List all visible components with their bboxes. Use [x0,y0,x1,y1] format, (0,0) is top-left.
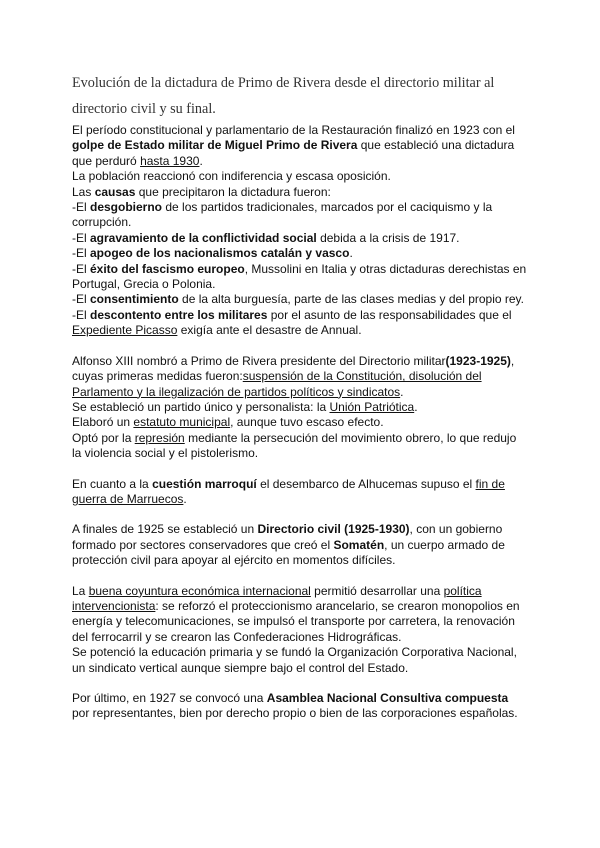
text-run: debida a la crisis de 1917. [316,230,460,245]
underlined-text: política intervencionista [72,583,482,613]
single-party-paragraph [72,400,528,415]
bold-text: desgobierno [90,200,163,215]
text-run: mediante la persecución del movimiento obrero, lo que redujo la violencia social y el pistolerismo. [72,430,517,461]
underlined-text: hasta 1930 [140,153,200,168]
bold-text: cuestión marroquí [152,476,257,491]
text-run: . [349,246,353,261]
municipal-statute-paragraph [72,415,528,430]
paragraph-gap [72,569,528,584]
text-run: Se estableció un partido único y personalista: la [72,399,330,414]
text-run: permitió desarrollar una [310,583,444,598]
text-run: , un cuerpo armado de protección civil para apoyar al ejército en momentos difíciles. [72,537,505,568]
text-run: . [199,153,203,168]
text-run: que precipitaron la dictadura fueron: [135,184,331,199]
bold-text: consentimiento [90,292,179,307]
military-directory-paragraph [72,354,528,400]
underlined-text: suspensión de la Constitución, disolución del Parlamento y la ilegalización de partidos políticos y sindicatos [72,369,482,399]
bold-text: apogeo de los nacionalismos catalán y vasco [90,246,350,261]
text-run: La [72,583,89,598]
text-run: , con un gobierno formado por sectores conservadores que creó el [72,522,503,552]
bold-text: Directorio civil (1925-1930) [257,522,410,537]
bold-text: golpe de Estado militar de Miguel Primo de Rivera [72,138,358,153]
morocco-paragraph [72,477,528,508]
causes-intro [72,185,528,200]
text-run: A finales de 1925 se estableció un [72,522,258,537]
bold-text: causas [94,184,136,199]
bold-text: descontento entre los militares [90,307,268,322]
text-run: Por último, en 1927 se convocó una [72,691,267,705]
civil-directory-paragraph [72,522,528,568]
paragraph-gap [72,462,528,477]
underlined-text: fin de guerra de Marruecos [72,476,505,506]
text-run: . [400,384,404,399]
text-run: -El [72,200,90,215]
text-run: exigía ante el desastre de Annual. [177,323,362,338]
text-run: , Mussolini en Italia y otras dictaduras derechistas en Portugal, Grecia o Polonia. [72,261,527,292]
intro-paragraph [72,123,528,169]
text-run: el desembarco de Alhucemas supuso el [256,476,476,491]
bold-text: agravamiento de la conflictividad social [90,230,317,245]
text-run: de los partidos tradicionales, marcados por el caciquismo y la corrupción. [72,200,493,230]
text-run: -El [72,307,90,322]
text-run: En cuanto a la [72,476,153,491]
text-run: -El [72,261,90,276]
text-run: , aunque tuvo escaso efecto. [230,415,384,430]
cause-item [72,231,528,246]
text-run: -El [72,246,90,261]
text-run: que estableció una dictadura que perduró [72,138,515,168]
bold-text: (1923-1925) [445,353,511,368]
bold-text: Somatén [333,537,385,552]
cause-item [72,308,528,339]
text-run: de la alta burguesía, parte de las clases medias y del propio rey. [178,292,524,307]
text-run: : se reforzó el proteccionismo arancelario, se crearon monopolios en energía y telecomunicaciones, se impulsó el transporte por carretera, la renovación del ferrocarril y se crearon las Confederaciones Hidrográficas. [72,598,520,644]
repression-paragraph [72,431,528,462]
text-run: Las [72,184,95,199]
text-run: Elaboró un [72,415,134,430]
cause-item [72,262,528,293]
underlined-text: estatuto municipal [133,415,231,430]
cause-item [72,200,528,231]
bold-text: Asamblea Nacional Consultiva compuesta [266,691,509,705]
text-run: Alfonso XIII nombró a Primo de Rivera presidente del Directorio militar [72,353,446,368]
cause-item [72,246,528,261]
bold-text: éxito del fascismo europeo [90,261,245,276]
document-title: Evolución de la dictadura de Primo de Rivera desde el directorio militar al directorio civil y su final. [72,75,495,117]
cause-item [72,292,528,307]
paragraph-gap [72,507,528,522]
paragraph-gap [72,676,528,691]
text-run: por representantes, bien por derecho propio o bien de las corporaciones españolas. [72,706,518,721]
underlined-text: represión [134,430,185,445]
text-run: , cuyas primeras medidas fueron: [72,353,515,384]
text-run: -El [72,230,90,245]
document-page [72,70,528,722]
assembly-paragraph [72,691,528,722]
underlined-text: Unión Patriótica [329,399,415,414]
text-run: por el asunto de las responsabilidades que el [267,307,512,322]
text-run: Optó por la [72,430,135,445]
text-run: El período constitucional y parlamentario de la Restauración finalizó en 1923 con el [72,123,515,137]
paragraph-gap [72,339,528,354]
reaction-paragraph: La población reaccionó con indiferencia y escasa oposición. [72,169,391,184]
text-run: . [414,399,418,414]
economy-paragraph [72,584,528,646]
text-run: . [183,491,187,506]
underlined-text: Expediente Picasso [72,323,178,338]
underlined-text: buena coyuntura económica internacional [88,583,311,598]
education-paragraph: Se potenció la educación primaria y se fundó la Organización Corporativa Nacional, un sindicato vertical aunque siempre bajo el control del Estado. [72,645,517,675]
text-run: -El [72,292,90,307]
